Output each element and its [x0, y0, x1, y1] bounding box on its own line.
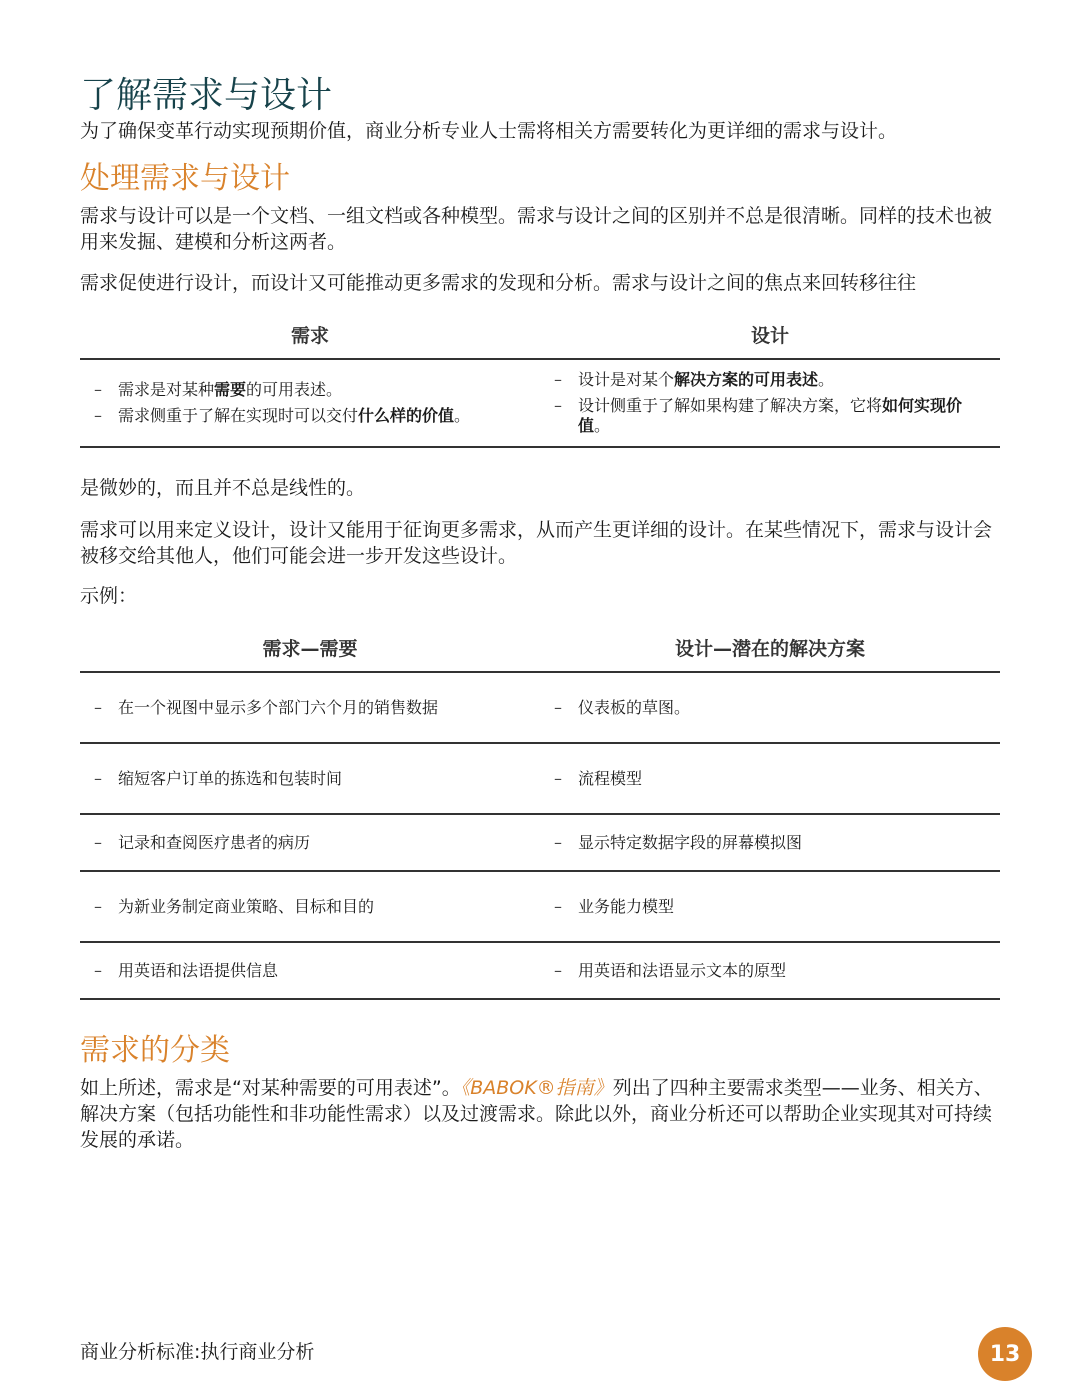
table-header-need: 需求—需要	[262, 637, 358, 660]
list-item-text: 用英语和法语显示文本的原型	[578, 960, 787, 980]
list-item	[94, 769, 520, 789]
handling-paragraph-4: 需求可以用来定义设计，设计又能用于征询更多需求，从而产生更详细的设计。在某些情况下，需求与设计会被移交给其他人，他们可能会进一步开发这些设计。	[80, 519, 993, 567]
handling-paragraph-2: 需求促使进行设计，而设计又可能推动更多需求的发现和分析。需求与设计之间的焦点来回转移往往	[80, 272, 917, 294]
list-item-text: 记录和查阅医疗患者的病历	[118, 832, 311, 852]
table-row	[80, 815, 1000, 872]
handling-paragraph-1: 需求与设计可以是一个文档、一组文档或各种模型。需求与设计之间的区别并不总是很清晰。同样的技术也被用来发掘、建模和分析这两者。	[80, 205, 993, 253]
dash-bullet-icon: –	[94, 697, 102, 717]
list-item	[554, 833, 980, 853]
bold-fragment: 需要	[214, 380, 247, 399]
bold-fragment: 什么样的价值	[358, 406, 455, 425]
text-fragment: 需求是对某种	[118, 380, 215, 399]
text-fragment: 。	[594, 416, 611, 435]
dash-bullet-icon: –	[554, 396, 562, 415]
list-item-text: 缩短客户订单的拣选和包装时间	[118, 768, 343, 788]
design-cell	[540, 360, 1000, 446]
list-item-text	[578, 396, 980, 436]
table-header-requirements: 需求	[290, 324, 329, 347]
list-item	[94, 897, 520, 917]
table-row	[80, 744, 1000, 815]
list-item	[554, 396, 980, 436]
list-item	[94, 406, 520, 426]
footer-title: 商业分析标准:执行商业分析	[80, 1341, 315, 1363]
table-row	[80, 360, 1000, 448]
dash-bullet-icon: –	[94, 896, 102, 916]
list-item	[94, 833, 520, 853]
dash-bullet-icon: –	[94, 960, 102, 980]
handling-paragraph-3: 是微妙的，而且并不总是线性的。	[80, 477, 366, 499]
section-heading-handling: 处理需求与设计	[80, 161, 290, 196]
table-row	[80, 943, 1000, 1000]
table-row	[80, 872, 1000, 943]
need-cell	[80, 673, 540, 742]
list-item-text: 仪表板的草图。	[578, 697, 691, 717]
need-cell	[80, 815, 540, 870]
table-header-row	[80, 623, 1000, 673]
text-fragment: 。	[818, 370, 835, 389]
dash-bullet-icon: –	[94, 832, 102, 852]
design-cell	[540, 872, 1000, 941]
list-item-text	[578, 370, 834, 390]
need-cell	[80, 872, 540, 941]
dash-bullet-icon: –	[554, 960, 562, 980]
dash-bullet-icon: –	[554, 832, 562, 852]
list-item	[554, 698, 980, 718]
need-cell	[80, 943, 540, 998]
requirements-cell	[80, 360, 540, 446]
page-number-badge: 13	[978, 1327, 1032, 1381]
list-item-text: 显示特定数据字段的屏幕模拟图	[578, 832, 803, 852]
list-item-text	[118, 380, 342, 400]
bold-fragment: 如何实现价值	[578, 396, 963, 435]
list-item-text	[118, 406, 470, 426]
list-item-text: 在一个视图中显示多个部门六个月的销售数据	[118, 697, 439, 717]
text-fragment: 设计侧重于了解如果构建了解决方案，它将	[578, 396, 883, 415]
dash-bullet-icon: –	[554, 768, 562, 788]
list-item	[554, 897, 980, 917]
text-fragment: 需求侧重于了解在实现时可以交付	[118, 406, 359, 425]
example-label: 示例：	[80, 585, 138, 607]
text-fragment: 设计是对某个	[578, 370, 675, 389]
list-item	[554, 961, 980, 981]
dash-bullet-icon: –	[94, 768, 102, 788]
text-fragment: 的可用表述。	[246, 380, 343, 399]
dash-bullet-icon: –	[554, 896, 562, 916]
design-cell	[540, 744, 1000, 813]
requirements-design-table	[80, 310, 1000, 448]
text-fragment: 如上所述，需求是“对某种需要的可用表述”。	[80, 1077, 461, 1099]
list-item-text: 流程模型	[578, 768, 643, 788]
text-fragment: 列出了四种主要需求类型——业务、相关方、解决方案（包括功能性和非功能性需求）以及过渡需求。除此以外，商业分析还可以帮助企业实现其对可持续发展的承诺。	[80, 1077, 993, 1151]
classification-paragraph	[80, 1075, 1000, 1153]
dash-bullet-icon: –	[554, 370, 562, 389]
dash-bullet-icon: –	[94, 406, 102, 425]
design-cell	[540, 943, 1000, 998]
dash-bullet-icon: –	[94, 380, 102, 399]
design-cell	[540, 815, 1000, 870]
page-title: 了解需求与设计	[80, 75, 333, 116]
section-heading-classification: 需求的分类	[80, 1033, 230, 1068]
list-item	[554, 769, 980, 789]
table-row	[80, 673, 1000, 744]
examples-table	[80, 623, 1000, 1000]
bold-fragment: 解决方案的可用表述	[674, 370, 819, 389]
babok-guide-reference: 《BABOK®指南》	[460, 1077, 613, 1099]
list-item	[94, 961, 520, 981]
text-fragment: 。	[454, 406, 471, 425]
need-cell	[80, 744, 540, 813]
design-cell	[540, 673, 1000, 742]
list-item-text: 用英语和法语提供信息	[118, 960, 279, 980]
table-header-solution: 设计—潜在的解决方案	[674, 637, 865, 660]
list-item	[554, 370, 980, 390]
list-item	[94, 698, 520, 718]
list-item-text: 为新业务制定商业策略、目标和目的	[118, 896, 375, 916]
list-item-text: 业务能力模型	[578, 896, 675, 916]
intro-paragraph: 为了确保变革行动实现预期价值，商业分析专业人士需将相关方需要转化为更详细的需求与设计。	[80, 120, 898, 142]
table-header-row	[80, 310, 1000, 360]
table-header-design: 设计	[750, 324, 789, 347]
list-item	[94, 380, 520, 400]
dash-bullet-icon: –	[554, 697, 562, 717]
